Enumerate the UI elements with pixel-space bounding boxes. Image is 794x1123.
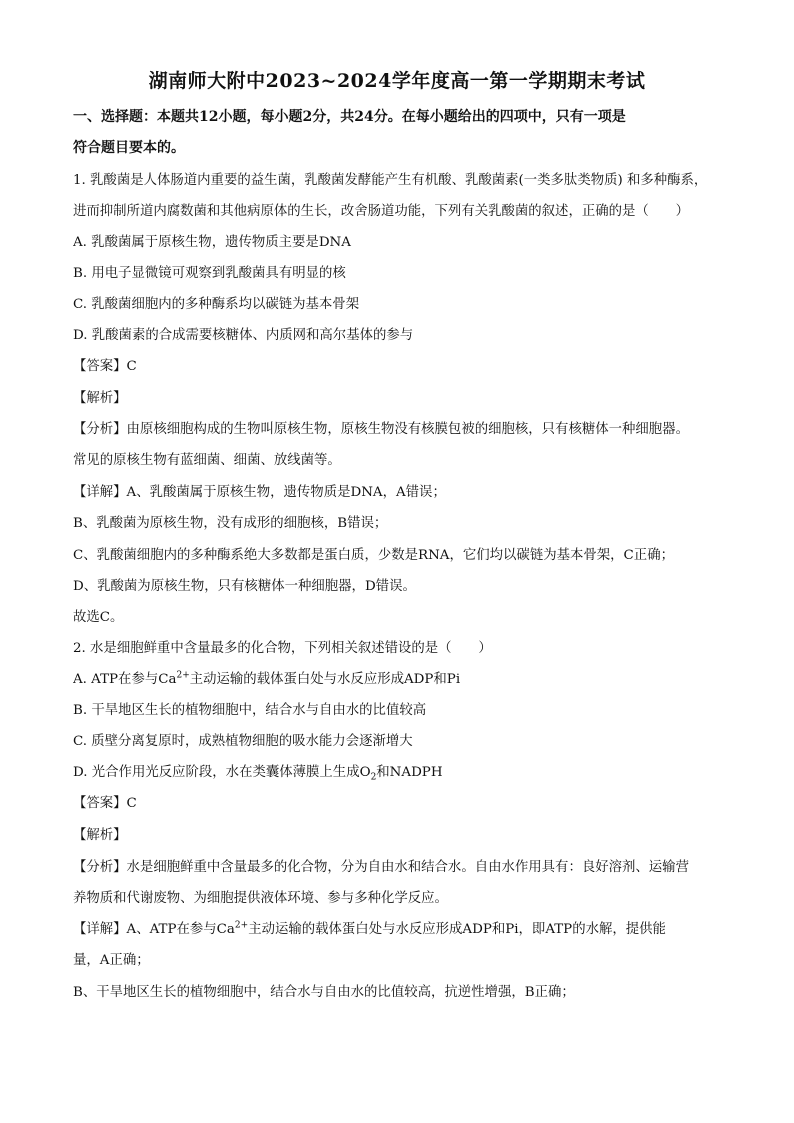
q1-option-b: B. 用电子显微镜可观察到乳酸菌具有明显的核 bbox=[73, 266, 346, 281]
q1-conclusion: 故选C。 bbox=[73, 610, 124, 625]
q2-option-d-pre: D. 光合作用光反应阶段，水在类囊体薄膜上生成O bbox=[73, 765, 371, 780]
q2-option-a-post: 主动运输的载体蛋白处与水反应形成ADP和Pi bbox=[189, 672, 461, 687]
q1-option-a: A. 乳酸菌属于原核生物，遗传物质主要是DNA bbox=[73, 235, 351, 250]
q1-jiexi: 【解析】 bbox=[73, 391, 127, 406]
q2-option-d bbox=[73, 763, 733, 783]
q2-option-d-post: 和NADPH bbox=[376, 765, 443, 780]
q1-option-c: C. 乳酸菌细胞内的多种酶系均以碳链为基本骨架 bbox=[73, 297, 360, 312]
q2-detail-a-post: 主动运输的载体蛋白处与水反应形成ADP和Pi，即ATP的水解，提供能 bbox=[248, 922, 666, 937]
q2-detail-a-pre: 【详解】A、ATP在参与Ca bbox=[73, 922, 235, 937]
q2-jiexi: 【解析】 bbox=[73, 828, 127, 843]
q1-analysis-line-2: 常见的原核生物有蓝细菌、细菌、放线菌等。 bbox=[73, 453, 341, 468]
q2-option-a-sup: 2+ bbox=[176, 670, 190, 681]
q2-answer: 【答案】C bbox=[73, 796, 137, 811]
q1-analysis-line-1: 【分析】由原核细胞构成的生物叫原核生物，原核生物没有核膜包被的细胞核，只有核糖体一种细胞器。 bbox=[73, 422, 689, 437]
q2-detail-b: B、干旱地区生长的植物细胞中，结合水与自由水的比值较高，抗逆性增强，B正确； bbox=[73, 985, 575, 1000]
section-heading-line-2: 符合题目要本的。 bbox=[73, 140, 185, 156]
q2-option-b: B. 干旱地区生长的植物细胞中，结合水与自由水的比值较高 bbox=[73, 703, 427, 718]
q1-answer: 【答案】C bbox=[73, 359, 137, 374]
q2-option-a bbox=[73, 670, 733, 690]
q2-analysis-line-2: 养物质和代谢废物、为细胞提供液体环境、参与多种化学反应。 bbox=[73, 891, 448, 906]
q2-stem: 2. 水是细胞鲜重中含量最多的化合物，下列相关叙述错设的是（ ） bbox=[73, 641, 492, 656]
q1-detail-c: C、乳酸菌细胞内的多种酶系绝大多数都是蛋白质，少数是RNA，它们均以碳链为基本骨架，C正确； bbox=[73, 548, 674, 563]
page-title: 湖南师大附中2023~2024学年度高一第一学期期末考试 bbox=[148, 70, 646, 92]
q1-detail-d: D、乳酸菌为原核生物，只有核糖体一种细胞器，D错误。 bbox=[73, 579, 416, 594]
q2-option-d-sub: 2 bbox=[370, 772, 377, 783]
q2-detail-a-sup: 2+ bbox=[234, 920, 249, 931]
q1-detail-a: 【详解】A、乳酸菌属于原核生物，遗传物质是DNA，A错误； bbox=[73, 485, 446, 500]
q1-stem-line-2: 进而抑制所道内腐数菌和其他病原体的生长，改舍肠道功能，下列有关乳酸菌的叙述，正确的是（ ） bbox=[73, 204, 689, 219]
q2-detail-a bbox=[73, 920, 733, 940]
section-heading-line-1: 一、选择题：本题共12小题，每小题2分，共24分。在每小题给出的四项中，只有一项是 bbox=[73, 109, 626, 125]
q2-analysis-line-1: 【分析】水是细胞鲜重中含量最多的化合物，分为自由水和结合水。自由水作用具有：良好溶剂、运输营 bbox=[73, 860, 689, 875]
q1-option-d: D. 乳酸菌素的合成需要核糖体、内质网和高尔基体的参与 bbox=[73, 328, 414, 343]
q1-detail-b: B、乳酸菌为原核生物，没有成形的细胞核，B错误； bbox=[73, 516, 388, 531]
q2-option-a-pre: A. ATP在参与Ca bbox=[73, 672, 177, 687]
q1-stem-line-1: 1. 乳酸菌是人体肠道内重要的益生菌，乳酸菌发酵能产生有机酸、乳酸菌素(一类多肽类物质) 和多种酶系， bbox=[73, 173, 708, 188]
q2-detail-a-cont: 量，A正确； bbox=[73, 953, 150, 968]
q2-option-c: C. 质壁分离复原时，成熟植物细胞的吸水能力会逐渐增大 bbox=[73, 734, 413, 749]
